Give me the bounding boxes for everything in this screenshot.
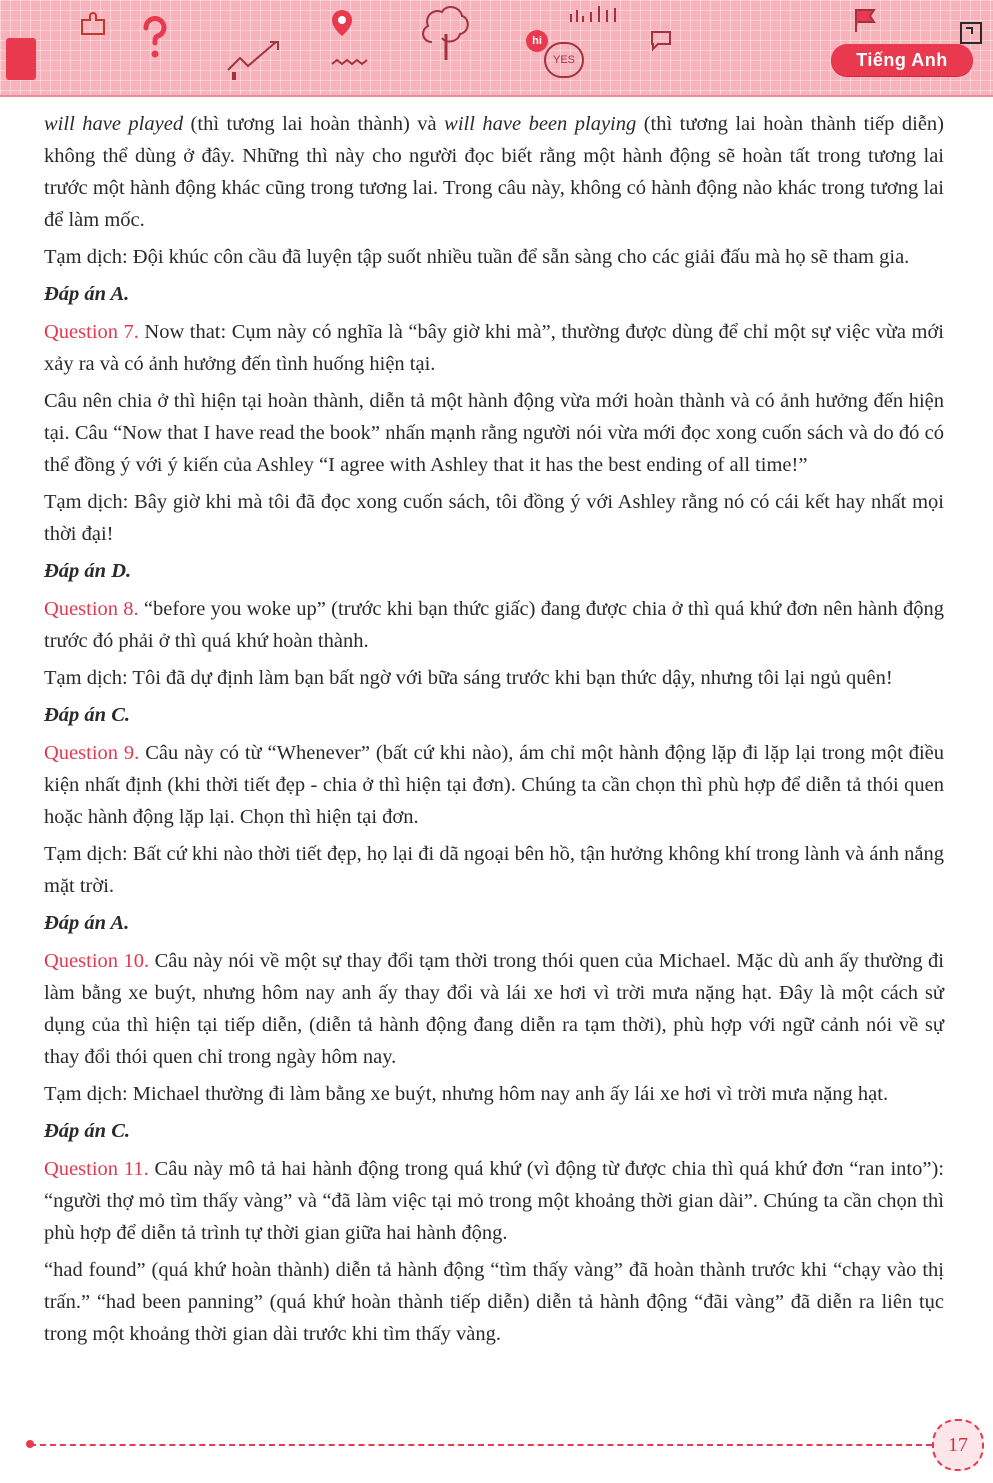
question-8-paragraph	[44, 593, 944, 657]
location-pin-icon	[328, 8, 378, 68]
intro-em-1: will have played	[44, 113, 184, 135]
question-11-label: Question 11.	[44, 1158, 149, 1180]
question-10-paragraph	[44, 945, 944, 1073]
yes-bubble: YES	[544, 42, 584, 78]
chat-bubble-icon	[648, 28, 674, 52]
bookmark-tab	[6, 38, 36, 80]
question-7-explanation: Câu nên chia ở thì hiện tại hoàn thành, diễn tả một hành động vừa mới hoàn thành và có ảnh hưởng đến hiện tại. Câu “Now that I have read the book” nhấn mạnh rằng người nói vừa mới đọc xong cuốn sách và do đó có thể đồng ý với ý kiến của Ashley “I agree with Ashley that it has the best ending of all time!”	[44, 390, 944, 476]
signal-bars-icon	[566, 4, 622, 22]
question-10-answer: Đáp án C.	[44, 1120, 131, 1142]
intro-answer: Đáp án A.	[44, 283, 130, 305]
question-11-paragraph	[44, 1153, 944, 1249]
intro-em-2: will have been playing	[444, 113, 637, 135]
question-8-text: “before you woke up” (trước khi bạn thức giấc) đang được chia ở thì quá khứ đơn nên hành động trước đó phải ở thì quá khứ hoàn thành.	[44, 598, 944, 652]
document-body	[44, 108, 944, 1355]
question-9-text: Câu này có từ “Whenever” (bất cứ khi nào), ám chỉ một hành động lặp đi lặp lại trong một điều kiện nhất định (khi thời tiết đẹp - chia ở thì hiện tại đơn). Chúng ta cần chọn thì phù hợp để diễn tả thói quen hoặc hành động lặp lại. Chọn thì hiện tại đơn.	[44, 742, 944, 828]
question-7-text: Now that: Cụm này có nghĩa là “bây giờ khi mà”, thường được dùng để chỉ một sự việc vừa mới xảy ra và có ảnh hưởng đến tình huống hiện tại.	[44, 321, 944, 375]
intro-text-2: (thì tương lai hoàn thành tiếp diễn) không thể dùng ở đây. Những thì này cho người đọc biết rằng một hành động sẽ hoàn tất trong tương lai trước một hành động khác cũng trong tương lai. Trong câu này, không có hành động nào khác trong tương lai để làm mốc.	[44, 113, 944, 231]
page-number: 17	[932, 1419, 984, 1471]
question-10-text: Câu này nói về một sự thay đổi tạm thời trong thói quen của Michael. Mặc dù anh ấy thường đi làm bằng xe buýt, nhưng hôm nay anh ấy thay đổi và lái xe hơi vì trời mưa nặng hạt. Đây là một cách sử dụng của thì hiện tại tiếp diễn, (diễn tả hành động đang diễn ra tạm thời), phù hợp với ngữ cảnh nói về sự thay đổi thói quen chỉ trong ngày hôm nay.	[44, 950, 945, 1068]
question-11-text: Câu này mô tả hai hành động trong quá khứ (vì động từ được chia thì quá khứ đơn “ran into”): “người thợ mỏ tìm thấy vàng” và “đã làm việc tại mỏ trong một khoảng thời gian dài”. Chúng ta cần chọn thì phù hợp để diễn tả trình tự thời gian giữa hai hành động.	[44, 1158, 944, 1244]
question-8-translation: Tạm dịch: Tôi đã dự định làm bạn bất ngờ với bữa sáng trước khi bạn thức dậy, nhưng tôi lại ngủ quên!	[44, 667, 893, 689]
question-mark-icon	[140, 16, 170, 60]
question-7-answer: Đáp án D.	[44, 560, 132, 582]
flag-icon	[852, 6, 882, 34]
puzzle-icon	[78, 8, 108, 38]
tree-icon	[418, 4, 472, 62]
intro-translation: Tạm dịch: Đội khúc côn cầu đã luyện tập suốt nhiều tuần để sẵn sàng cho các giải đấu mà họ sẽ tham gia.	[44, 246, 910, 268]
question-8-answer: Đáp án C.	[44, 704, 131, 726]
question-7-paragraph	[44, 316, 944, 380]
footer-divider	[30, 1444, 932, 1446]
question-11-explanation: “had found” (quá khứ hoàn thành) diễn tả hành động “tìm thấy vàng” đã hoàn thành trước khi “chạy vào thị trấn.” “had been panning” (quá khứ hoàn thành tiếp diễn) diễn tả hành động “đãi vàng” đã diễn ra liên tục trong một khoảng thời gian dài trước khi tìm thấy vàng.	[44, 1259, 944, 1345]
question-9-translation: Tạm dịch: Bất cứ khi nào thời tiết đẹp, họ lại đi dã ngoại bên hồ, tận hưởng không khí trong lành và ánh nắng mặt trời.	[44, 843, 944, 897]
growth-chart-icon	[224, 40, 282, 82]
intro-text-1: (thì tương lai hoàn thành) và	[183, 113, 445, 135]
puzzle-piece-icon	[958, 20, 984, 46]
hi-yes-speech-icon	[526, 30, 584, 78]
question-7-label: Question 7.	[44, 321, 139, 343]
question-9-paragraph	[44, 737, 944, 833]
question-9-label: Question 9.	[44, 742, 140, 764]
question-8-label: Question 8.	[44, 598, 139, 620]
page-header-band	[0, 0, 993, 97]
hi-bubble: hi	[526, 30, 548, 52]
question-10-translation: Tạm dịch: Michael thường đi làm bằng xe buýt, nhưng hôm nay anh ấy lái xe hơi vì trời mưa nặng hạt.	[44, 1083, 889, 1105]
subject-label: Tiếng Anh	[831, 44, 973, 76]
question-10-label: Question 10.	[44, 950, 150, 972]
intro-paragraph	[44, 108, 944, 236]
question-7-translation: Tạm dịch: Bây giờ khi mà tôi đã đọc xong cuốn sách, tôi đồng ý với Ashley rằng nó có cái kết hay nhất mọi thời đại!	[44, 491, 944, 545]
question-9-answer: Đáp án A.	[44, 912, 130, 934]
